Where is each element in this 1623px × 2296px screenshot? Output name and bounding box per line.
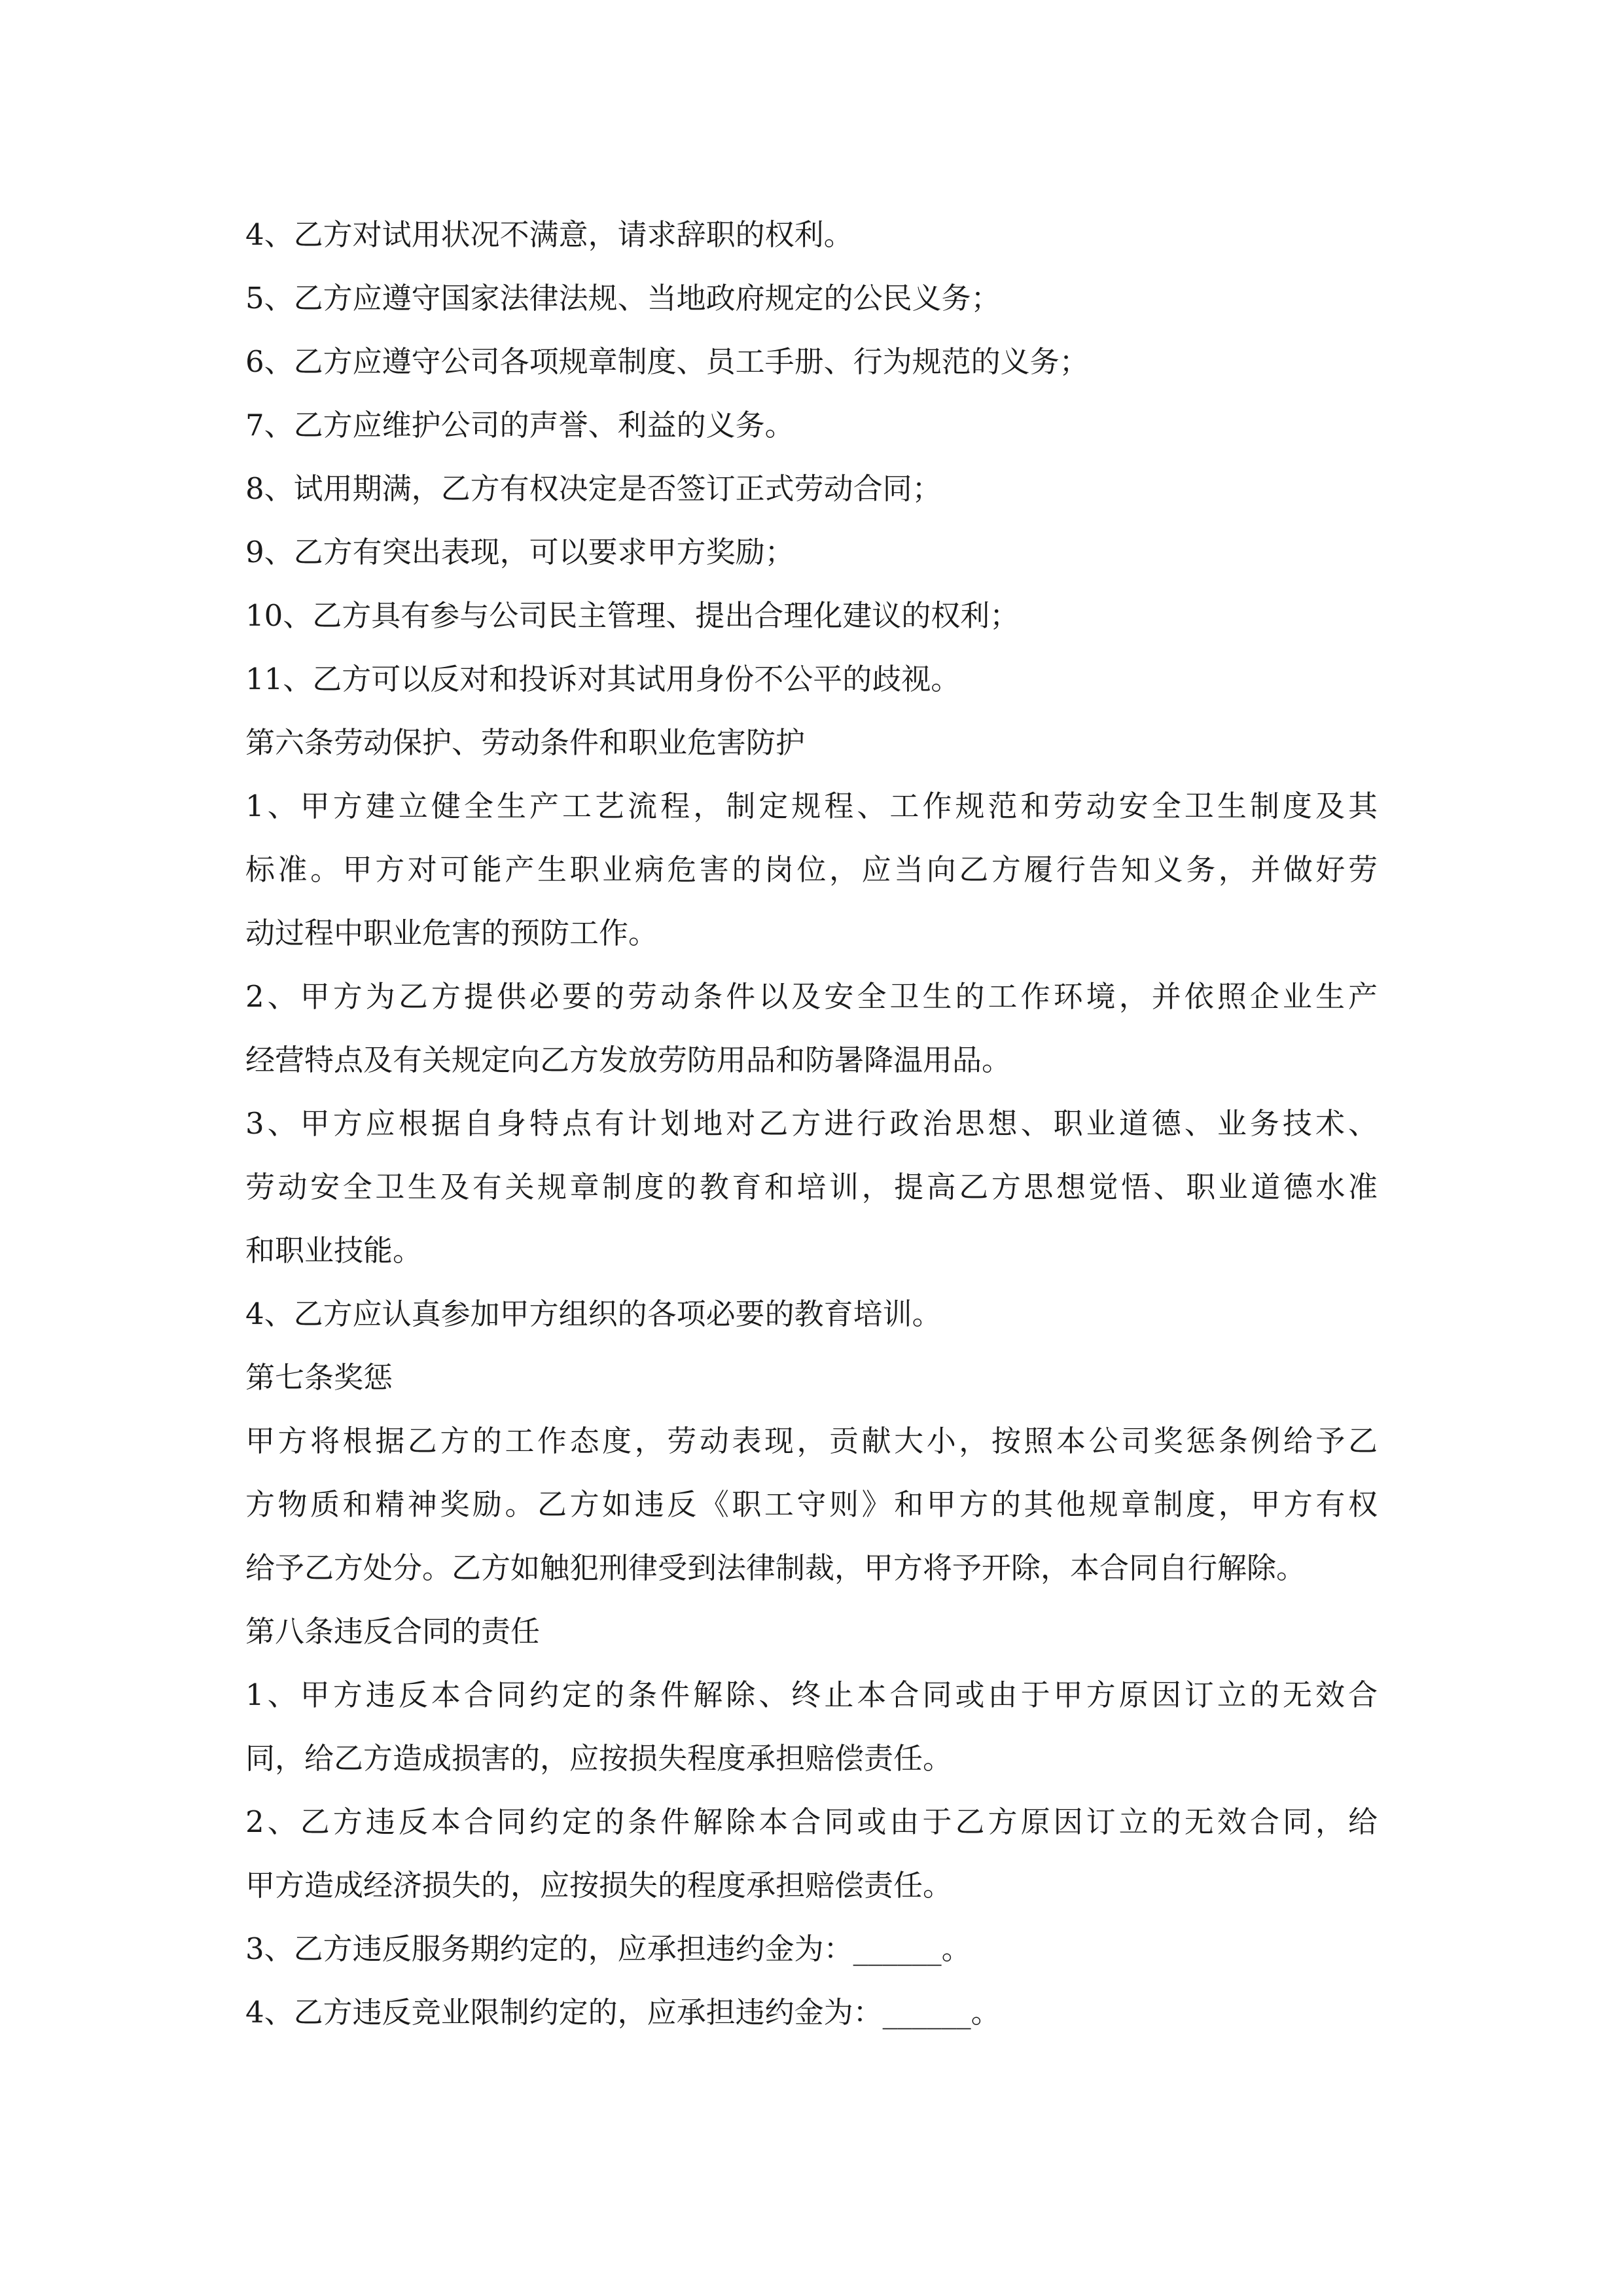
text-line: 经营特点及有关规定向乙方发放劳防用品和防暑降温用品。 bbox=[245, 1043, 1012, 1077]
paragraph bbox=[245, 1663, 1378, 1790]
text-line: 甲方将根据乙方的工作态度，劳动表现，贡献大小，按照本公司奖惩条例给予乙 bbox=[245, 1424, 1378, 1458]
paragraph bbox=[245, 1790, 1378, 1917]
text-line: 4、乙方应认真参加甲方组织的各项必要的教育培训。 bbox=[245, 1297, 942, 1331]
paragraph bbox=[245, 1092, 1378, 1282]
section-heading: 第七条奖惩 bbox=[245, 1360, 393, 1395]
text-line: 和职业技能。 bbox=[245, 1233, 423, 1268]
text-line: 4、乙方对试用状况不满意，请求辞职的权利。 bbox=[245, 217, 853, 252]
paragraph bbox=[245, 965, 1378, 1092]
text-line: 10、乙方具有参与公司民主管理、提出合理化建议的权利； bbox=[245, 598, 1020, 633]
text-line: 5、乙方应遵守国家法律法规、当地政府规定的公民义务； bbox=[245, 281, 1001, 315]
text-line: 3、乙方违反服务期约定的，应承担违约金为：______。 bbox=[245, 1931, 971, 1966]
text-line: 6、乙方应遵守公司各项规章制度、员工手册、行为规范的义务； bbox=[245, 344, 1089, 379]
text-line: 标准。甲方对可能产生职业病危害的岗位，应当向乙方履行告知义务，并做好劳 bbox=[245, 852, 1378, 887]
text-line: 1、甲方违反本合同约定的条件解除、终止本合同或由于甲方原因订立的无效合 bbox=[245, 1677, 1378, 1712]
text-line: 同，给乙方造成损害的，应按损失程度承担赔偿责任。 bbox=[245, 1741, 953, 1776]
text-line: 9、乙方有突出表现，可以要求甲方奖励； bbox=[245, 535, 794, 569]
document-page bbox=[245, 203, 1378, 2044]
text-line: 4、乙方违反竞业限制约定的，应承担违约金为：______。 bbox=[245, 1995, 1001, 2030]
text-line: 11、乙方可以反对和投诉对其试用身份不公平的歧视。 bbox=[245, 662, 961, 696]
section-heading: 第八条违反合同的责任 bbox=[245, 1614, 541, 1649]
text-line: 方物质和精神奖励。乙方如违反《职工守则》和甲方的其他规章制度，甲方有权 bbox=[245, 1487, 1378, 1522]
text-line: 劳动安全卫生及有关规章制度的教育和培训，提高乙方思想觉悟、职业道德水准 bbox=[245, 1170, 1378, 1204]
text-line: 2、乙方违反本合同约定的条件解除本合同或由于乙方原因订立的无效合同，给 bbox=[245, 1804, 1378, 1839]
text-line: 7、乙方应维护公司的声誉、利益的义务。 bbox=[245, 408, 794, 442]
text-line: 甲方造成经济损失的，应按损失的程度承担赔偿责任。 bbox=[245, 1868, 953, 1903]
text-line: 3、甲方应根据自身特点有计划地对乙方进行政治思想、职业道德、业务技术、 bbox=[245, 1106, 1378, 1141]
text-line: 1、甲方建立健全生产工艺流程，制定规程、工作规范和劳动安全卫生制度及其 bbox=[245, 789, 1378, 823]
paragraph bbox=[245, 1409, 1378, 1600]
text-line: 给予乙方处分。乙方如触犯刑律受到法律制裁，甲方将予开除，本合同自行解除。 bbox=[245, 1551, 1306, 1585]
text-line: 动过程中职业危害的预防工作。 bbox=[245, 916, 658, 950]
section-heading: 第六条劳动保护、劳动条件和职业危害防护 bbox=[245, 725, 806, 760]
text-line: 8、试用期满，乙方有权决定是否签订正式劳动合同； bbox=[245, 471, 942, 506]
paragraph bbox=[245, 774, 1378, 965]
text-line: 2、甲方为乙方提供必要的劳动条件以及安全卫生的工作环境，并依照企业生产 bbox=[245, 979, 1378, 1014]
